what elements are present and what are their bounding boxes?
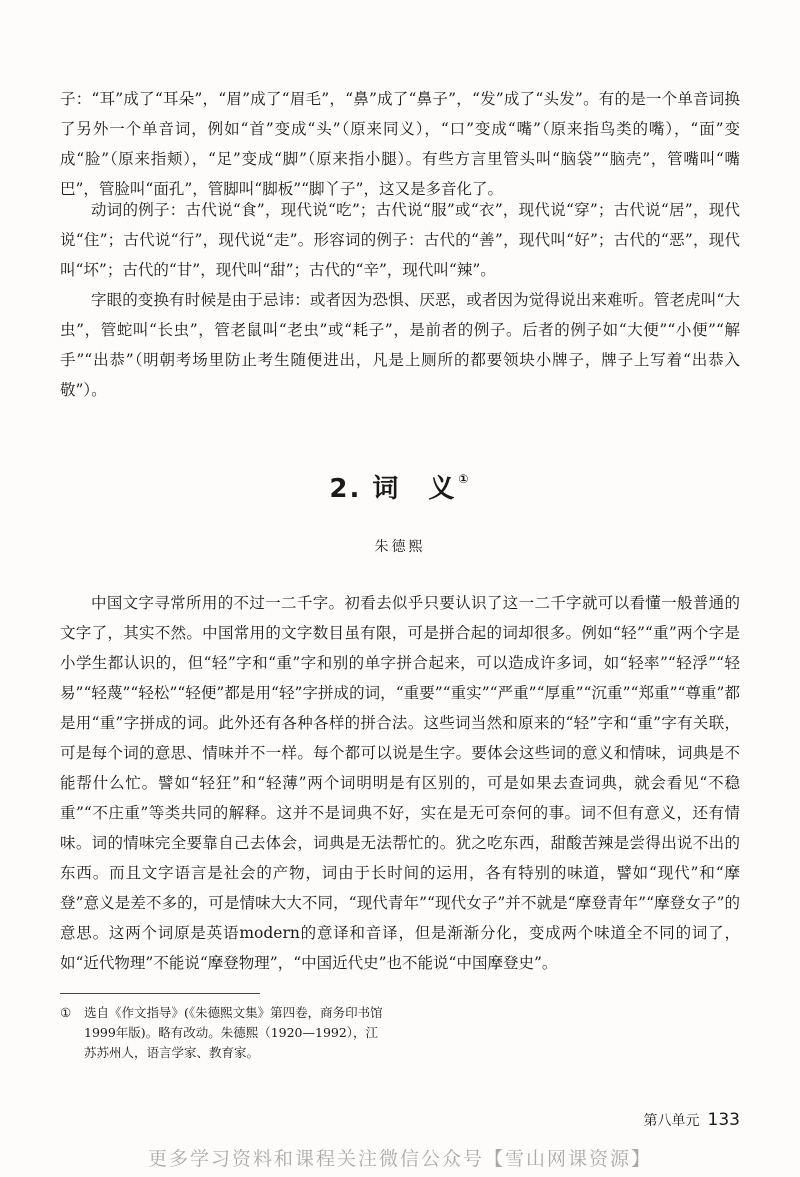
page-footer: [644, 1110, 740, 1130]
page-number: 133: [707, 1110, 740, 1130]
paragraph-taboo: 字眼的变换有时候是由于忌讳：或者因为恐惧、厌恶，或者因为觉得说出来难听。管老虎叫“大虫”，管蛇叫“长虫”，管老鼠叫“老虫”或“耗子”，是前者的例子。后者的例子如“大便”“小便”“解手”“出恭”（明朝考场里防止考生随便进出，凡是上厕所的都要领块小牌子，牌子上写着“出恭入敬”）。: [60, 291, 740, 399]
paragraph-continued: 子：“耳”成了“耳朵”，“眉”成了“眉毛”，“鼻”成了“鼻子”，“发”成了“头发”。有的是一个单音词换了另外一个单音词，例如“首”变成“头”（原来同义），“口”变成“嘴”（原来指鸟类的嘴），“面”变成“脸”（原来指颊），“足”变成“脚”（原来指小腿）。有些方言里管头叫“脑袋”“脑壳”，管嘴叫“嘴巴”，管脸叫“面孔”，管脚叫“脚板”“脚丫子”，这又是多音化了。: [60, 90, 740, 198]
unit-label: 第八单元: [643, 1113, 700, 1129]
title-footnote-mark: ①: [458, 472, 471, 486]
footnote: [60, 1003, 390, 1063]
section-title: [0, 468, 800, 505]
paragraph-verbs: 动词的例子：古代说“食”，现代说“吃”；古代说“服”或“衣”，现代说“穿”；古代说“居”，现代说“住”；古代说“行”，现代说“走”。形容词的例子：古代的“善”，现代叫“好”；古代的“恶”，现代叫“坏”；古代的“甘”，现代叫“甜”；古代的“辛”，现代叫“辣”。: [60, 201, 740, 279]
section-title-text: 2. 词 义: [329, 474, 457, 504]
paragraph-main: 中国文字寻常所用的不过一二千字。初看去似乎只要认识了这一二千字就可以看懂一般普通的文字了，其实不然。中国常用的文字数目虽有限，可是拼合起的词却很多。例如“轻”“重”两个字是小学生都认识的，但“轻”字和“重”字和别的单字拼合起来，可以造成许多词，如“轻率”“轻浮”“轻易”“轻蔑”“轻松”“轻便”都是用“轻”字拼成的词，“重要”“重实”“严重”“厚重”“沉重”“郑重”“尊重”都是用“重”字拼成的词。此外还有各种各样的拼合法。这些词当然和原来的“轻”字和“重”字有关联，可是每个词的意思、情味并不一样。每个都可以说是生字。要体会这些词的意义和情味，词典是不能帮什么忙。譬如“轻狂”和“轻薄”两个词明明是有区别的，可是如果去查词典，就会看见“不稳重”“不庄重”等类共同的解释。这并不是词典不好，实在是无可奈何的事。词不但有意义，还有情味。词的情味完全要靠自己去体会，词典是无法帮忙的。犹之吃东西，甜酸苦辣是尝得出说不出的东西。而且文字语言是社会的产物，词由于长时间的运用，各有特别的味道，譬如“现代”和“摩登”意义是差不多的，可是情味大大不同，“现代青年”“现代女子”并不就是“摩登青年”“摩登女子”的意思。这两个词原是英语modern的意译和音译，但是渐渐分化，变成两个味道全不同的词了，如“近代物理”不能说“摩登物理”，“中国近代史”也不能说“中国摩登史”。: [60, 594, 740, 972]
footnote-divider: [60, 993, 260, 994]
watermark-text: 更多学习资料和课程关注微信公众号【雪山网课资源】: [147, 1148, 652, 1170]
footnote-text: 选自《作文指导》(《朱德熙文集》第四卷，商务印书馆1999年版)。略有改动。朱德熙（1920—1992），江苏苏州人，语言学家、教育家。: [84, 1005, 383, 1060]
author-name: 朱德熙: [374, 539, 426, 555]
footnote-mark: ①: [60, 1005, 72, 1020]
